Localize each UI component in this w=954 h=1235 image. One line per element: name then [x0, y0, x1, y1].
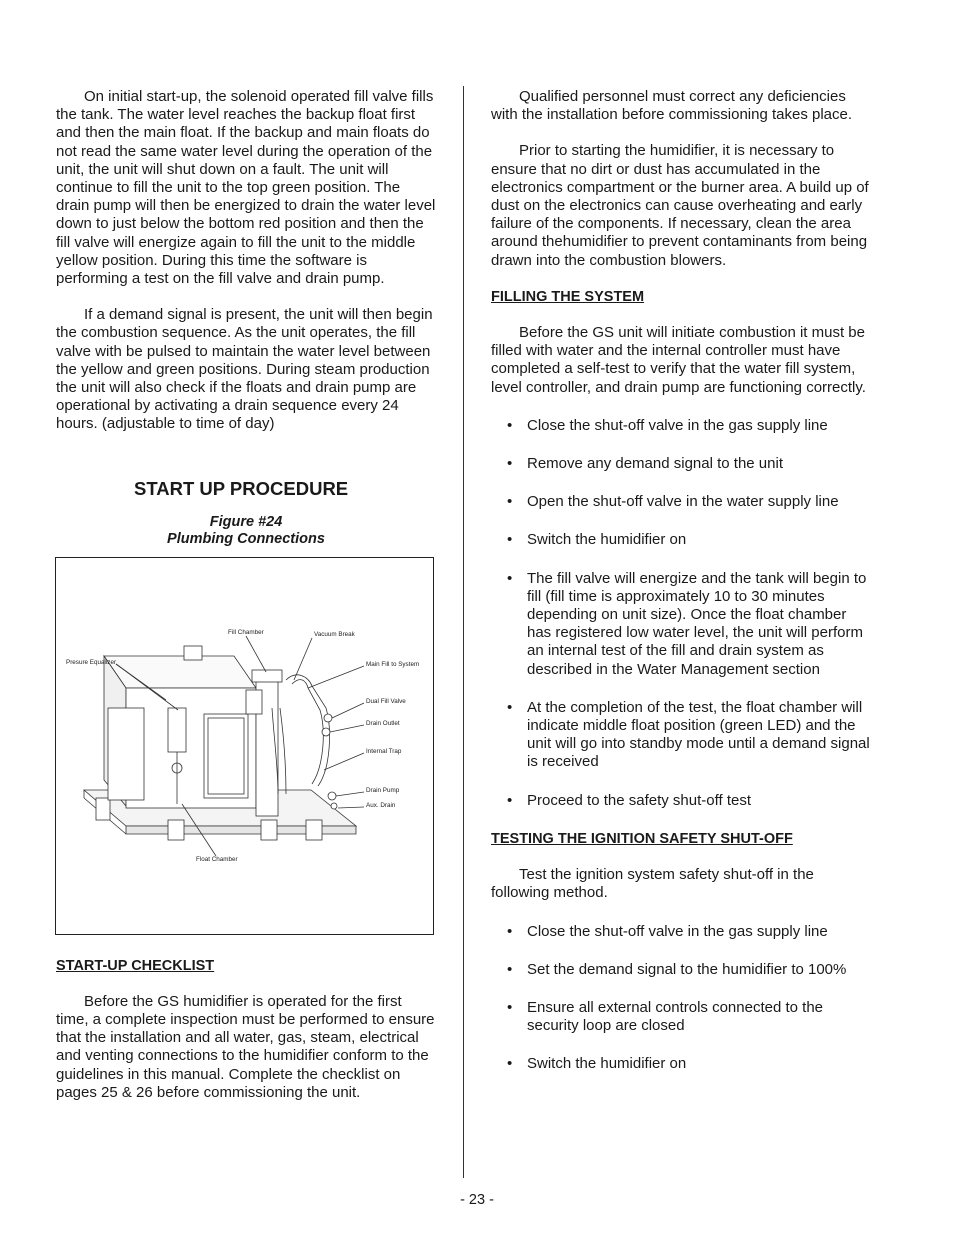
- section-title: START UP PROCEDURE: [134, 477, 349, 499]
- bullet-icon: •: [507, 791, 513, 809]
- left-column: [56, 88, 436, 1102]
- page-number: - 23 -: [460, 1192, 494, 1208]
- list-item: • Close the shut-off valve in the gas supply line: [507, 416, 828, 434]
- label-drain-outlet: Drain Outlet: [366, 719, 400, 727]
- list-item: • Open the shut-off valve in the water supply line: [507, 493, 839, 511]
- plumbing-diagram: [56, 558, 433, 934]
- label-vacuum-break: Vacuum Break: [314, 630, 355, 638]
- checklist-heading: START-UP CHECKLIST: [56, 957, 215, 974]
- testing-bullet-list: [491, 923, 871, 1074]
- testing-heading: TESTING THE IGNITION SAFETY SHUT-OFF: [491, 830, 793, 847]
- list-item: • Proceed to the safety shut-off test: [507, 791, 752, 809]
- list-item: • Switch the humidifier on: [507, 1055, 687, 1073]
- right-column: [491, 88, 871, 1094]
- list-item: • Switch the humidifier on: [507, 531, 687, 549]
- label-float-chamber: Float Chamber: [196, 855, 238, 863]
- filling-paragraph: Before the GS unit will initiate combustion it must be filled with water and the internal controller must have completed a self-test to verify that the water fill system, level controller, and drain pump are functioning correctly.: [491, 324, 866, 396]
- deficiencies-paragraph: Qualified personnel must correct any deficiencies with the installation before commissioning takes place.: [491, 88, 853, 124]
- intro-paragraph-1: On initial start-up, the solenoid operated fill valve fills the tank. The water level reaches the backup float first and then the main float. If the backup and main floats do not read the same water level during the operation of the unit, the unit will shut down on a fault. The unit will continue to fill the unit to the top green position. The drain pump will then be energized to drain the water level down to just below the bottom red position and then the fill valve will energize again to fill the unit to the middle yellow position. During this time the software is performing a test on the fill valve and drain pump.: [56, 88, 436, 288]
- bullet-icon: •: [507, 531, 513, 549]
- column-divider: [463, 86, 464, 1178]
- label-dual-fill-valve: Dual Fill Valve: [366, 697, 406, 705]
- bullet-icon: •: [507, 960, 513, 978]
- plumbing-figure: [55, 557, 434, 935]
- checklist-paragraph: Before the GS humidifier is operated for the first time, a complete inspection must be performed to ensure that the installation and all water, gas, steam, electrical and venting connections to the humidifier conform to the guidelines in this manual. Complete the checklist on pages 25 & 26 before commissioning the unit.: [56, 992, 435, 1101]
- label-pressure-equalizer: Presure Equalizer: [66, 658, 117, 666]
- list-item: • The fill valve will energize and the tank will begin to fill (fill time is approximately 10 to 30 minutes depending on unit size). Once the float chamber has registered low water level, the unit will perform an internal test of the fill and drain system as described in the Water Management section: [507, 569, 867, 678]
- bullet-icon: •: [507, 455, 513, 473]
- label-aux-drain: Aux. Drain: [366, 801, 396, 809]
- bullet-icon: •: [507, 416, 513, 434]
- bullet-icon: •: [507, 698, 513, 716]
- filling-heading: FILLING THE SYSTEM: [491, 288, 645, 305]
- figure-number: Figure #24: [209, 513, 283, 530]
- label-drain-pump: Drain Pump: [366, 786, 400, 794]
- list-item: • Close the shut-off valve in the gas supply line: [507, 922, 828, 940]
- dust-paragraph: Prior to starting the humidifier, it is necessary to ensure that no dirt or dust has accumulated in the electronics compartment or the burner area. A build up of dust on the electronics can cause overheating and early failure of the components. If necessary, clean the area around thehumidifier to prevent contaminants from being drawn into the combustion blowers.: [491, 142, 869, 269]
- bullet-icon: •: [507, 493, 513, 511]
- label-fill-chamber: Fill Chamber: [228, 628, 264, 636]
- list-item: • Remove any demand signal to the unit: [507, 455, 783, 473]
- figure-title: Plumbing Connections: [167, 531, 325, 548]
- bullet-icon: •: [507, 569, 513, 587]
- bullet-icon: •: [507, 1055, 513, 1073]
- testing-paragraph: Test the ignition system safety shut-off in the following method.: [491, 866, 814, 902]
- bullet-icon: •: [507, 998, 513, 1016]
- label-internal-trap: Internal Trap: [366, 747, 402, 755]
- bullet-icon: •: [507, 922, 513, 940]
- list-item: • Set the demand signal to the humidifier to 100%: [507, 960, 847, 978]
- list-item: • At the completion of the test, the float chamber will indicate middle float position (green LED) and the unit will go into standby mode until a demand signal is received: [507, 698, 870, 771]
- list-item: • Ensure all external controls connected to the security loop are closed: [507, 998, 824, 1035]
- filling-bullet-list: [491, 417, 871, 810]
- label-main-fill: Main Fill to System: [366, 660, 420, 668]
- intro-paragraph-2: If a demand signal is present, the unit will then begin the combustion sequence. As the unit operates, the fill valve with be pulsed to maintain the water level between the yellow and green positions. During steam production the unit will also check if the floats and drain pump are operational by activating a drain sequence every 24 hours. (adjustable to time of day): [56, 306, 433, 433]
